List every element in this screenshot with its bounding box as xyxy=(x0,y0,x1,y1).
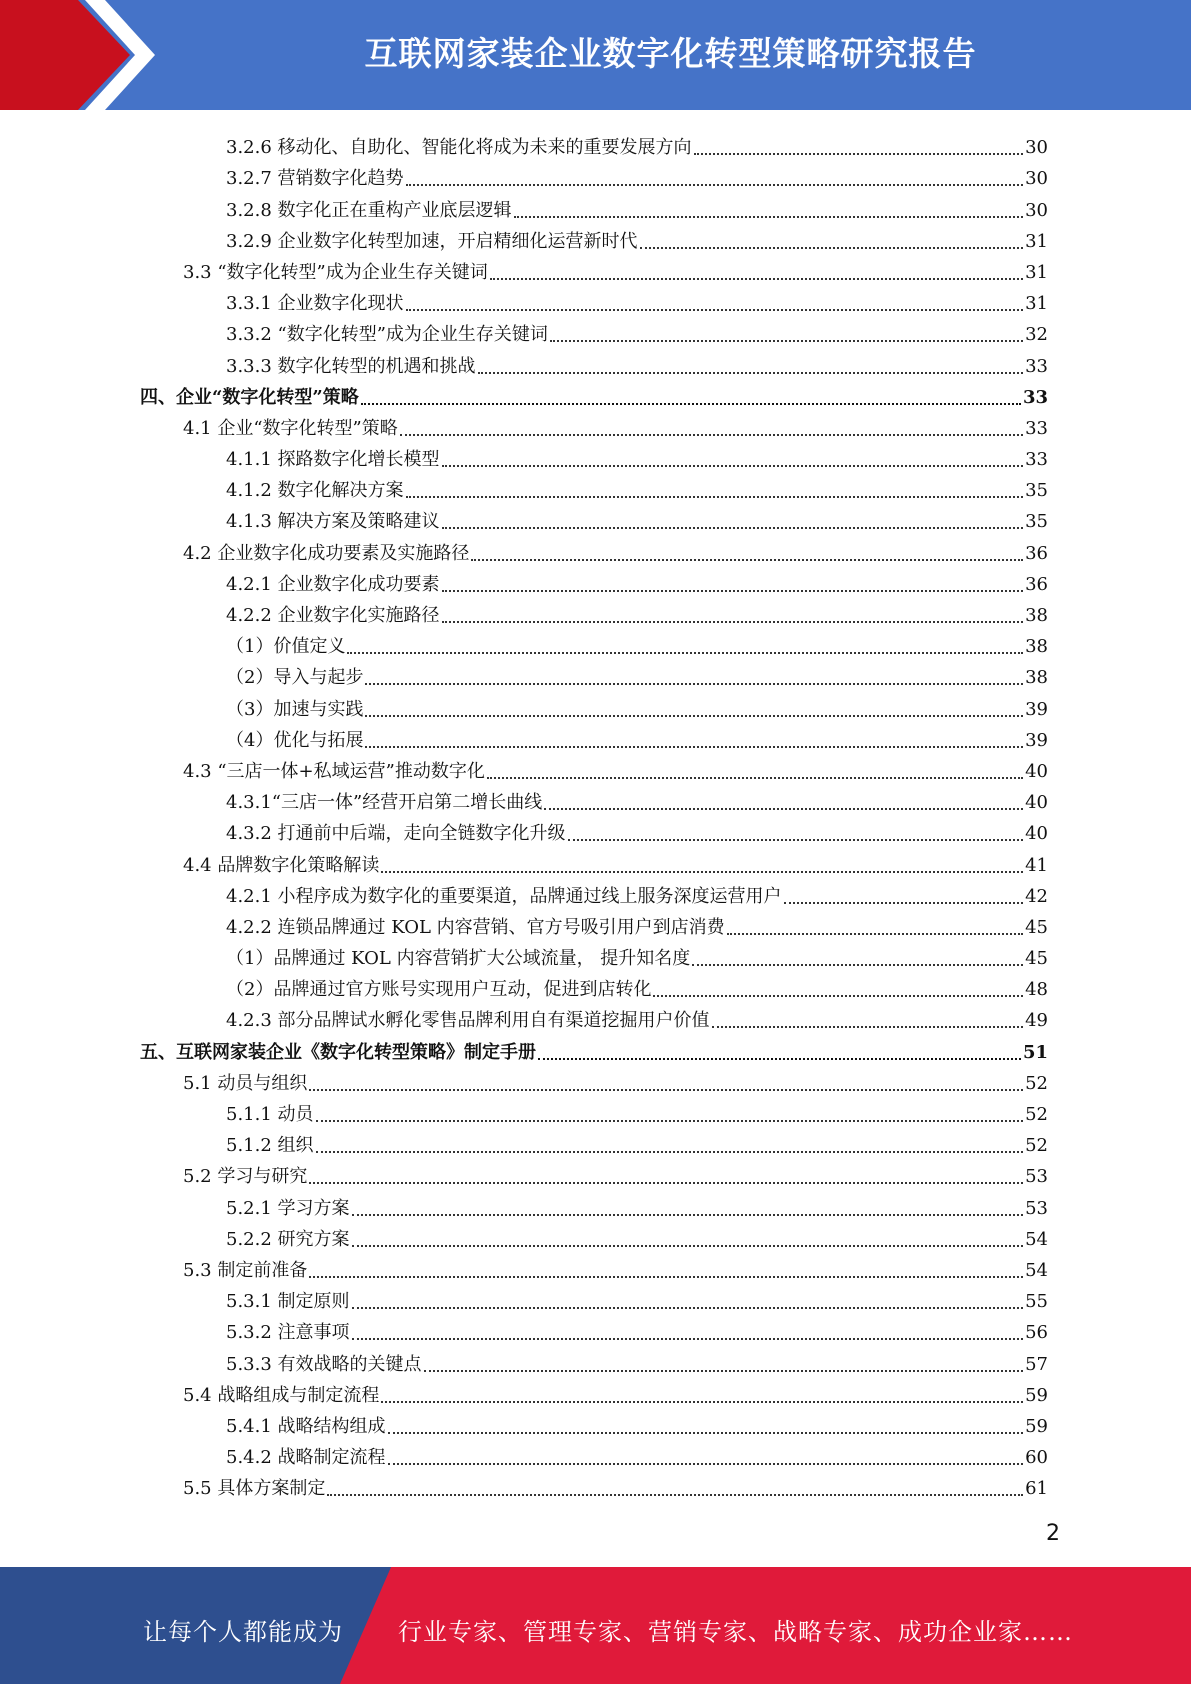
toc-entry-page: 42 xyxy=(1025,885,1048,907)
toc-entry[interactable] xyxy=(140,502,1048,533)
toc-entry-title: 4.1.1 探路数字化增长模型 xyxy=(226,449,440,471)
toc-entry[interactable] xyxy=(140,1469,1048,1500)
toc-dot-leader xyxy=(424,1370,1024,1372)
toc-entry[interactable] xyxy=(140,1251,1048,1282)
toc-dot-leader xyxy=(490,278,1023,280)
toc-entry-title: （2）导入与起步 xyxy=(226,667,364,689)
toc-entry-page: 38 xyxy=(1025,605,1048,626)
toc-dot-leader xyxy=(478,372,1024,374)
toc-dot-leader xyxy=(538,1058,1021,1060)
toc-entry[interactable] xyxy=(140,346,1048,377)
toc-entry[interactable] xyxy=(140,533,1048,564)
toc-entry[interactable] xyxy=(140,845,1048,876)
toc-dot-leader xyxy=(309,1089,1023,1091)
toc-dot-leader xyxy=(347,652,1023,654)
toc-entry-title: 3.3.3 数字化转型的机遇和挑战 xyxy=(226,355,476,377)
toc-dot-leader xyxy=(388,1432,1024,1434)
toc-entry-page: 30 xyxy=(1025,168,1048,190)
toc-dot-leader xyxy=(694,153,1024,155)
toc-entry-title: 5.3 制定前准备 xyxy=(183,1259,308,1281)
toc-entry[interactable] xyxy=(140,1001,1048,1032)
toc-entry-title: 4.2.1 小程序成为数字化的重要渠道，品牌通过线上服务深度运营用户 xyxy=(226,885,782,907)
toc-entry-title: 3.2.7 营销数字化趋势 xyxy=(226,168,404,190)
toc-entry[interactable] xyxy=(140,1282,1048,1313)
toc-dot-leader xyxy=(352,1338,1024,1340)
toc-dot-leader xyxy=(381,871,1023,873)
toc-entry-page: 39 xyxy=(1025,698,1048,720)
toc-dot-leader xyxy=(400,434,1023,436)
toc-entry[interactable] xyxy=(140,128,1048,159)
toc-dot-leader xyxy=(316,1151,1024,1153)
toc-entry-page: 52 xyxy=(1025,1072,1048,1094)
toc-entry-title: 3.2.9 企业数字化转型加速，开启精细化运营新时代 xyxy=(226,230,638,252)
toc-entry[interactable] xyxy=(140,783,1048,814)
toc-dot-leader xyxy=(316,1120,1024,1122)
toc-dot-leader xyxy=(406,496,1024,498)
toc-dot-leader xyxy=(640,247,1024,249)
toc-entry-title: （4）优化与拓展 xyxy=(226,729,364,751)
toc-entry-page: 53 xyxy=(1025,1166,1048,1188)
toc-entry[interactable] xyxy=(140,814,1048,845)
toc-entry-page: 40 xyxy=(1025,792,1048,814)
toc-entry-title: 5.1.2 组织 xyxy=(226,1135,314,1157)
toc-dot-leader xyxy=(692,964,1023,966)
page-number: 2 xyxy=(1046,1521,1060,1546)
toc-dot-leader xyxy=(653,995,1023,997)
toc-dot-leader xyxy=(352,1245,1024,1247)
toc-entry[interactable] xyxy=(140,596,1048,627)
toc-entry[interactable] xyxy=(140,440,1048,471)
toc-entry-title: 4.2.2 企业数字化实施路径 xyxy=(226,605,440,626)
toc-entry-page: 32 xyxy=(1025,324,1048,346)
toc-entry[interactable] xyxy=(140,471,1048,502)
toc-entry[interactable] xyxy=(140,315,1048,346)
toc-dot-leader xyxy=(406,309,1024,311)
toc-dot-leader xyxy=(544,808,1023,810)
toc-entry-page: 55 xyxy=(1025,1291,1048,1313)
toc-entry[interactable] xyxy=(140,1188,1048,1219)
toc-entry-title: 4.2.1 企业数字化成功要素 xyxy=(226,573,440,595)
toc-entry[interactable] xyxy=(140,939,1048,970)
toc-dot-leader xyxy=(365,715,1023,717)
toc-entry[interactable] xyxy=(140,190,1048,221)
toc-entry-page: 45 xyxy=(1025,916,1048,938)
toc-entry[interactable] xyxy=(140,284,1048,315)
toc-entry[interactable] xyxy=(140,689,1048,720)
toc-entry-title: （3）加速与实践 xyxy=(226,698,364,720)
toc-entry[interactable] xyxy=(140,970,1048,1001)
toc-entry[interactable] xyxy=(140,1438,1048,1469)
toc-entry-title: 5.2 学习与研究 xyxy=(183,1166,308,1188)
toc-entry-title: 五、互联网家装企业《数字化转型策略》制定手册 xyxy=(140,1041,536,1063)
toc-dot-leader xyxy=(784,902,1024,904)
toc-entry[interactable] xyxy=(140,409,1048,440)
toc-entry-page: 31 xyxy=(1025,261,1048,283)
toc-entry[interactable] xyxy=(140,222,1048,253)
toc-entry-title: 5.3.3 有效战略的关键点 xyxy=(226,1353,422,1375)
toc-dot-leader xyxy=(365,683,1023,685)
toc-entry-title: 5.4.2 战略制定流程 xyxy=(226,1447,386,1469)
toc-dot-leader xyxy=(352,1307,1024,1309)
toc-dot-leader xyxy=(442,465,1024,467)
toc-entry[interactable] xyxy=(140,908,1048,939)
toc-entry-page: 53 xyxy=(1025,1197,1048,1219)
toc-entry[interactable] xyxy=(140,627,1048,658)
toc-dot-leader xyxy=(352,1214,1024,1216)
toc-entry-page: 54 xyxy=(1025,1228,1048,1250)
toc-entry-title: 3.2.6 移动化、自助化、智能化将成为未来的重要发展方向 xyxy=(226,137,692,159)
toc-entry-page: 49 xyxy=(1025,1010,1048,1032)
toc-entry-page: 38 xyxy=(1025,636,1048,658)
toc-entry-title: 5.5 具体方案制定 xyxy=(183,1478,326,1500)
toc-entry-title: 四、企业“数字化转型”策略 xyxy=(140,386,359,408)
toc-entry-title: 4.1.2 数字化解决方案 xyxy=(226,480,404,502)
toc-dot-leader xyxy=(471,559,1023,561)
toc-entry[interactable] xyxy=(140,565,1048,596)
toc-entry[interactable] xyxy=(140,658,1048,689)
toc-entry-page: 30 xyxy=(1025,199,1048,221)
report-title: 互联网家装企业数字化转型策略研究报告 xyxy=(364,34,977,73)
toc-entry-title: 3.2.8 数字化正在重构产业底层逻辑 xyxy=(226,199,512,221)
toc-entry[interactable] xyxy=(140,1220,1048,1251)
toc-entry-title: 5.1.1 动员 xyxy=(226,1104,314,1125)
toc-entry[interactable] xyxy=(140,1032,1048,1063)
toc-entry[interactable] xyxy=(140,378,1048,409)
toc-entry-title: （1）品牌通过 KOL 内容营销扩大公域流量， 提升知名度 xyxy=(226,948,691,970)
toc-dot-leader xyxy=(365,746,1023,748)
toc-entry-page: 40 xyxy=(1025,823,1048,845)
toc-entry-page: 52 xyxy=(1025,1135,1048,1157)
toc-entry[interactable] xyxy=(140,1157,1048,1188)
toc-entry-title: （2）品牌通过官方账号实现用户互动，促进到店转化 xyxy=(226,979,652,1001)
toc-entry-page: 38 xyxy=(1025,667,1048,689)
toc-entry-title: 5.3.1 制定原则 xyxy=(226,1291,350,1313)
toc-entry-page: 59 xyxy=(1025,1415,1048,1437)
footer-slogan-left: 让每个人都能成为 xyxy=(143,1618,343,1646)
toc-entry-page: 60 xyxy=(1025,1447,1048,1469)
toc-entry-title: 5.4.1 战略结构组成 xyxy=(226,1415,386,1437)
toc-entry-page: 59 xyxy=(1025,1384,1048,1406)
toc-entry-title: 4.3.1“三店一体”经营开启第二增长曲线 xyxy=(226,792,543,814)
toc-entry-title: 5.2.1 学习方案 xyxy=(226,1197,350,1219)
toc-entry-page: 31 xyxy=(1025,230,1048,252)
toc-entry-page: 33 xyxy=(1025,449,1048,471)
toc-entry-page: 33 xyxy=(1022,386,1048,408)
toc-entry-page: 61 xyxy=(1025,1478,1048,1500)
toc-entry[interactable] xyxy=(140,752,1048,783)
toc-entry-page: 52 xyxy=(1025,1104,1048,1125)
toc-entry-title: 4.1 企业“数字化转型”策略 xyxy=(183,417,398,439)
toc-dot-leader xyxy=(487,777,1023,779)
toc-entry-title: 3.3 “数字化转型”成为企业生存关键词 xyxy=(183,261,488,283)
toc-entry-page: 54 xyxy=(1025,1259,1048,1281)
toc-dot-leader xyxy=(327,1494,1023,1496)
toc-entry-page: 48 xyxy=(1025,979,1048,1001)
toc-dot-leader xyxy=(442,590,1024,592)
toc-entry-page: 57 xyxy=(1025,1353,1048,1375)
toc-entry[interactable] xyxy=(140,253,1048,284)
toc-entry-title: 3.3.2 “数字化转型”成为企业生存关键词 xyxy=(226,324,548,346)
toc-dot-leader xyxy=(309,1276,1023,1278)
toc-entry-title: 4.3 “三店一体+私域运营”推动数字化 xyxy=(183,760,485,782)
toc-entry-page: 56 xyxy=(1025,1322,1048,1344)
toc-dot-leader xyxy=(712,1026,1024,1028)
toc-entry-page: 51 xyxy=(1022,1041,1048,1063)
toc-entry[interactable] xyxy=(140,1064,1048,1095)
toc-entry-title: 4.1.3 解决方案及策略建议 xyxy=(226,511,440,533)
toc-entry-page: 40 xyxy=(1025,760,1048,782)
toc-entry-title: 5.4 战略组成与制定流程 xyxy=(183,1384,380,1406)
toc-dot-leader xyxy=(381,1401,1023,1403)
toc-entry[interactable] xyxy=(140,1407,1048,1438)
toc-entry-page: 33 xyxy=(1025,417,1048,439)
toc-entry-title: 5.1 动员与组织 xyxy=(183,1072,308,1094)
toc-entry-title: 4.2 企业数字化成功要素及实施路径 xyxy=(183,542,470,564)
toc-entry-page: 36 xyxy=(1025,542,1048,564)
toc-entry-title: 3.3.1 企业数字化现状 xyxy=(226,293,404,315)
toc-dot-leader xyxy=(727,933,1023,935)
toc-entry-page: 31 xyxy=(1025,293,1048,315)
toc-entry-title: 4.2.2 连锁品牌通过 KOL 内容营销、官方号吸引用户到店消费 xyxy=(226,916,725,938)
toc-entry[interactable] xyxy=(140,877,1048,908)
toc-entry-title: 4.2.3 部分品牌试水孵化零售品牌利用自有渠道挖掘用户价值 xyxy=(226,1010,710,1032)
toc-dot-leader xyxy=(442,527,1024,529)
toc-entry-title: 4.4 品牌数字化策略解读 xyxy=(183,854,380,876)
toc-entry-title: 5.3.2 注意事项 xyxy=(226,1322,350,1344)
toc-entry-page: 35 xyxy=(1025,511,1048,533)
toc-entry[interactable] xyxy=(140,1095,1048,1126)
toc-entry-page: 39 xyxy=(1025,729,1048,751)
toc-entry-page: 41 xyxy=(1025,854,1048,876)
toc-dot-leader xyxy=(361,403,1021,405)
toc-dot-leader xyxy=(568,839,1024,841)
toc-dot-leader xyxy=(406,184,1024,186)
toc-entry-title: 4.3.2 打通前中后端，走向全链数字化升级 xyxy=(226,823,566,845)
toc-dot-leader xyxy=(550,340,1023,342)
toc-entry-page: 35 xyxy=(1025,480,1048,502)
toc-entry-page: 30 xyxy=(1025,137,1048,159)
toc-entry-title: （1）价值定义 xyxy=(226,636,346,658)
toc-entry[interactable] xyxy=(140,1344,1048,1375)
toc-entry-page: 36 xyxy=(1025,573,1048,595)
toc-dot-leader xyxy=(388,1463,1024,1465)
toc-dot-leader xyxy=(514,216,1024,218)
toc-entry[interactable] xyxy=(140,1126,1048,1157)
toc-dot-leader xyxy=(442,621,1024,623)
toc-entry-title: 5.2.2 研究方案 xyxy=(226,1228,350,1250)
toc-entry-page: 45 xyxy=(1025,948,1048,970)
footer-slogan-right: 行业专家、管理专家、营销专家、战略专家、成功企业家…… xyxy=(398,1618,1073,1646)
toc-entry[interactable] xyxy=(140,1376,1048,1407)
toc-entry[interactable] xyxy=(140,159,1048,190)
toc-dot-leader xyxy=(309,1182,1023,1184)
toc-entry[interactable] xyxy=(140,721,1048,752)
toc-entry-page: 33 xyxy=(1025,355,1048,377)
table-of-contents xyxy=(140,128,1048,1500)
toc-entry[interactable] xyxy=(140,1313,1048,1344)
